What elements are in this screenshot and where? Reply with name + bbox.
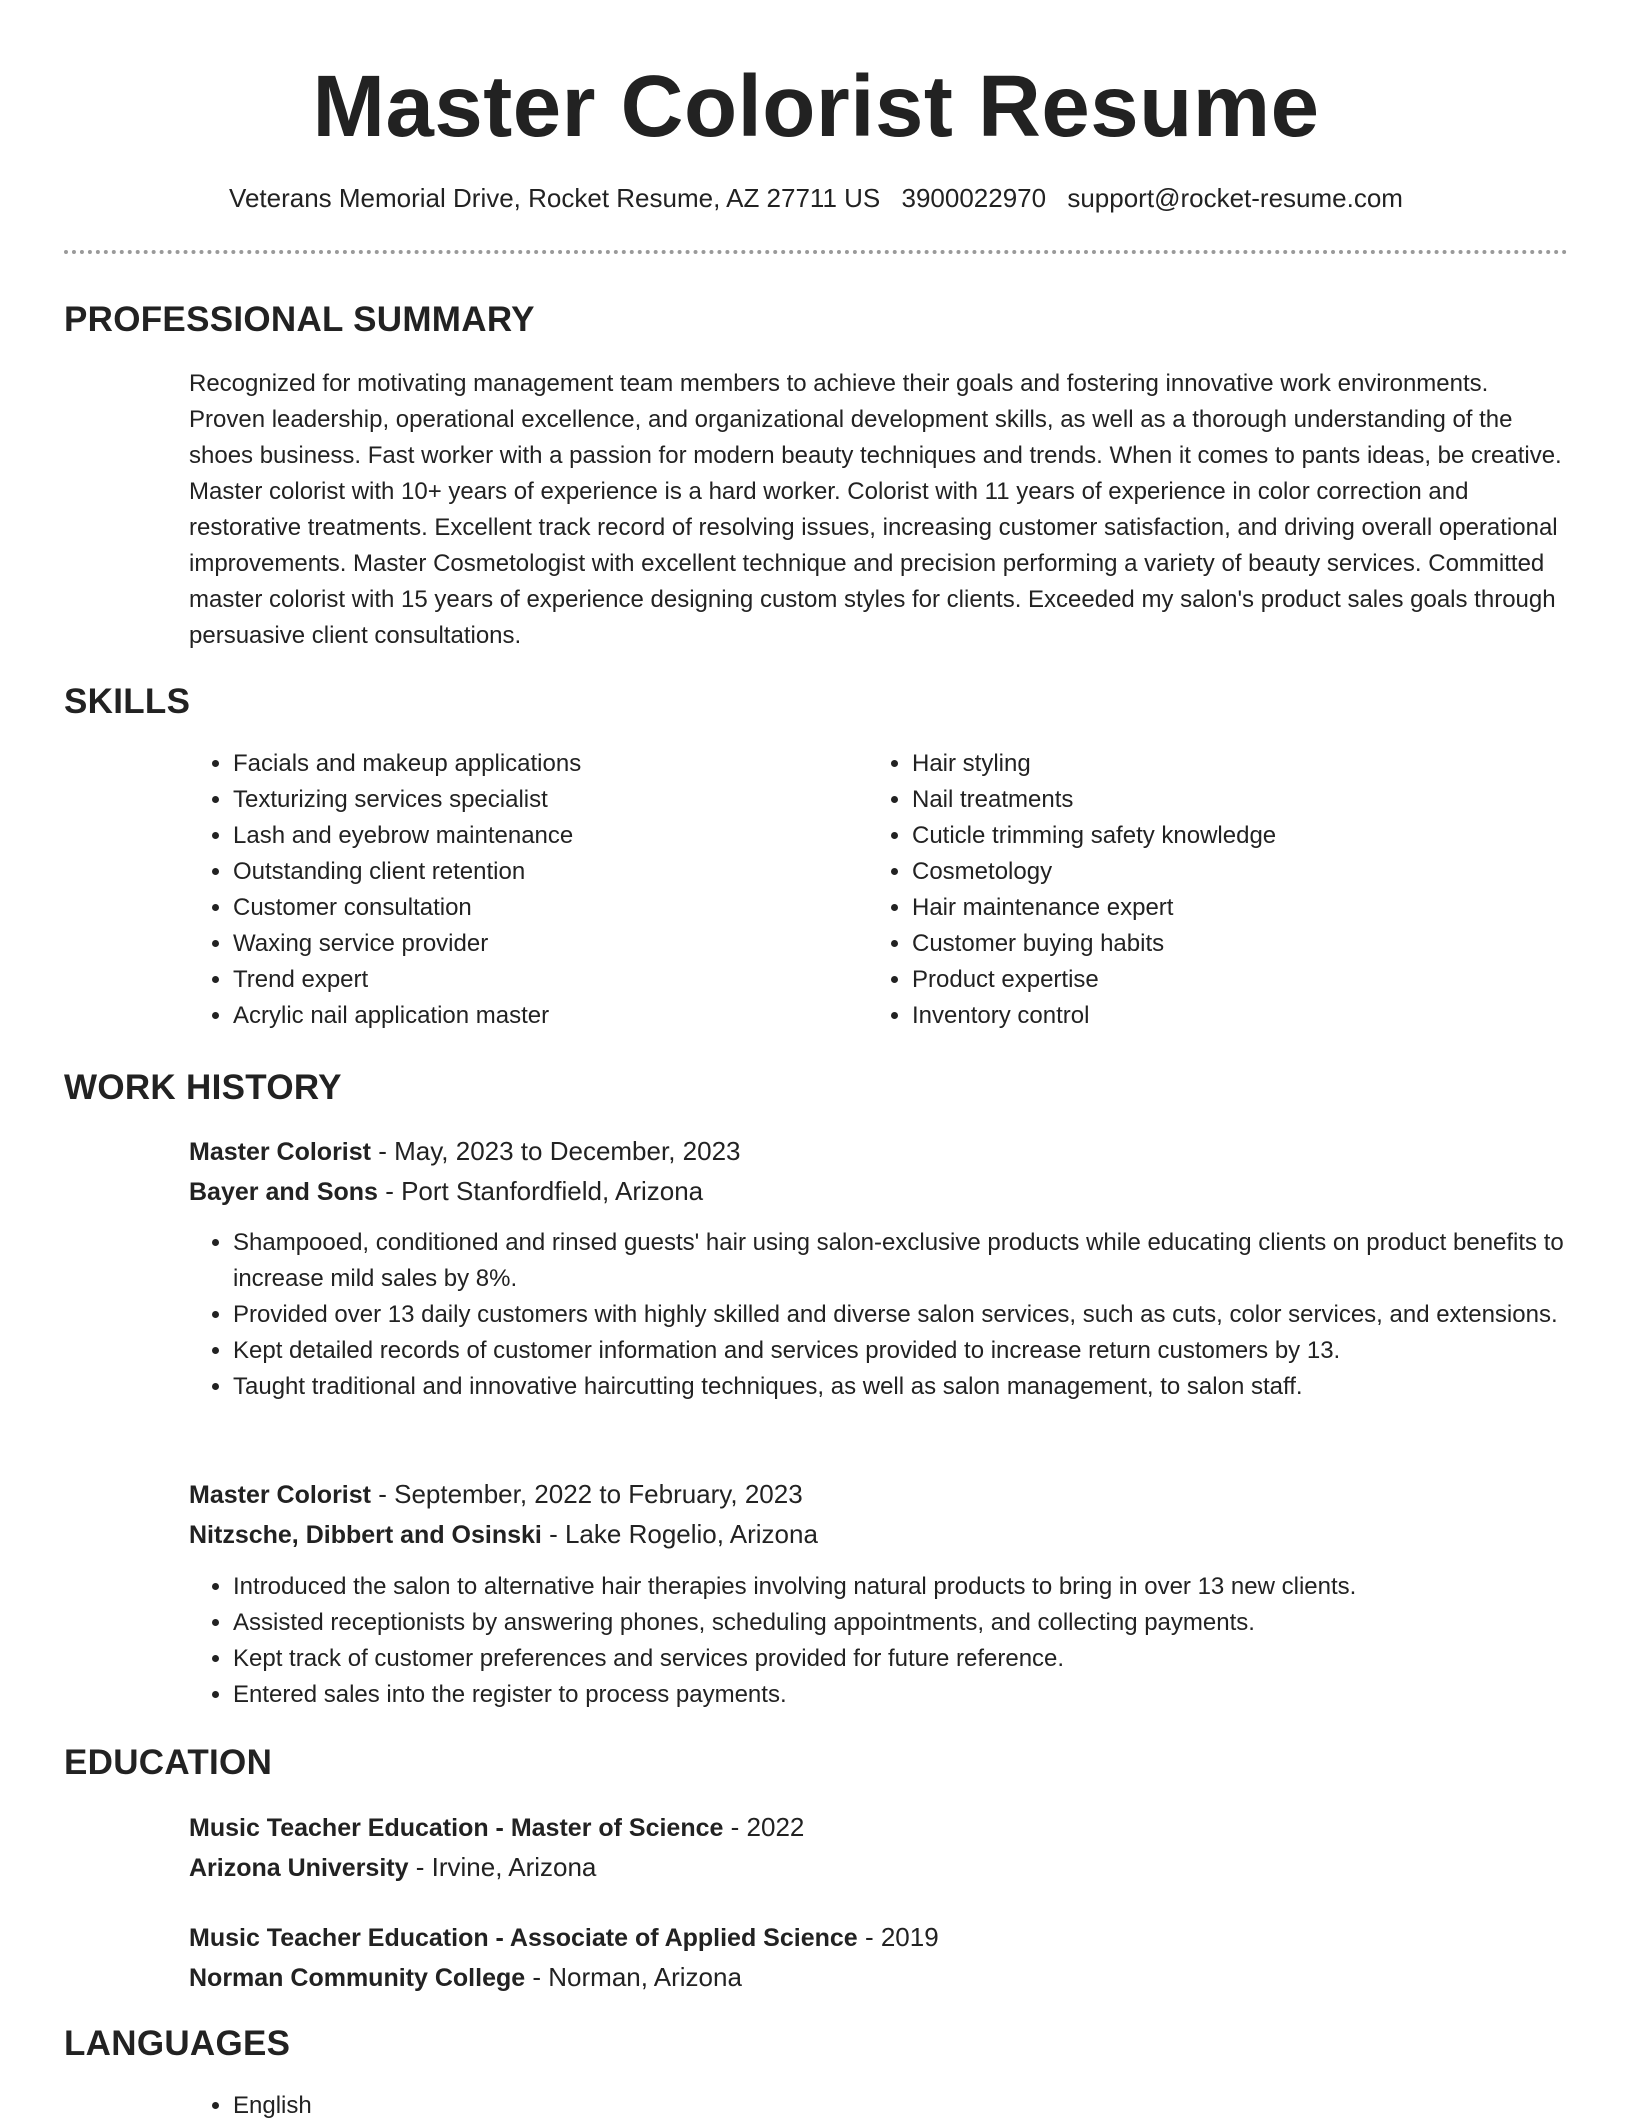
responsibility-item: • Assisted receptionists by answering phones, scheduling appointments, and collecting payments.: [233, 1605, 1564, 1641]
skill-item: • Trend expert: [233, 962, 829, 998]
skill-item: • Acrylic nail application master: [233, 998, 829, 1034]
header-divider: [64, 250, 1568, 254]
skill-item: • Nail treatments: [912, 782, 1508, 818]
school-name: Arizona University: [189, 1854, 409, 1882]
school-line: [189, 1847, 596, 1888]
job-dates: - May, 2023 to December, 2023: [378, 1136, 741, 1166]
contact-address: Veterans Memorial Drive, Rocket Resume, AZ 27711 US: [229, 183, 881, 213]
responsibility-item: • Introduced the salon to alternative hair therapies involving natural products to bring in over 13 new clients.: [233, 1569, 1564, 1605]
skill-item: • Facials and makeup applications: [233, 746, 829, 782]
work-history-heading: WORK HISTORY: [64, 1068, 342, 1107]
skill-item: • Outstanding client retention: [233, 854, 829, 890]
job-company-line: [189, 1171, 703, 1212]
responsibility-item: • Kept track of customer preferences and services provided for future reference.: [233, 1641, 1564, 1677]
degree-year: - 2019: [864, 1922, 939, 1952]
skill-item: • Cuticle trimming safety knowledge: [912, 818, 1508, 854]
skill-item: • Hair styling: [912, 746, 1508, 782]
responsibility-item: • Kept detailed records of customer information and services provided to increase return customers by 13.: [233, 1333, 1564, 1369]
skills-column-right: [868, 746, 1508, 1034]
job-location: - Port Stanfordfield, Arizona: [385, 1176, 704, 1206]
school-line: [189, 1957, 742, 1998]
job-title: Master Colorist: [189, 1481, 371, 1509]
languages-heading: LANGUAGES: [64, 2024, 291, 2063]
degree-name: Music Teacher Education - Associate of Applied Science: [189, 1924, 858, 1952]
skills-column-left: [189, 746, 829, 1034]
degree-line: [189, 1807, 804, 1848]
resume-title: Master Colorist Resume: [312, 58, 1320, 155]
degree-name: Music Teacher Education - Master of Science: [189, 1814, 724, 1842]
job-responsibilities: [189, 1225, 1564, 1405]
summary-text: Recognized for motivating management team members to achieve their goals and fostering innovative work environments. Proven leadership, operational excellence, and organizational development skills, as well as a thorough understanding of the shoes business. Fast worker with a passion for modern beauty techniques and trends. When it comes to pants ideas, be creative. Master colorist with 10+ years of experience is a hard worker. Colorist with 11 years of experience in color correction and restorative treatments. Excellent track record of resolving issues, increasing customer satisfaction, and driving overall operational improvements. Master Cosmetologist with excellent technique and precision performing a variety of beauty services. Committed master colorist with 15 years of experience designing custom styles for clients. Exceeded my salon's product sales goals through persuasive client consultations.: [189, 370, 1562, 649]
school-location: - Irvine, Arizona: [415, 1852, 597, 1882]
job-responsibilities: [189, 1569, 1564, 1713]
education-heading: EDUCATION: [64, 1743, 273, 1782]
language-item: • English: [233, 2088, 1564, 2124]
job-title-line: [189, 1131, 741, 1172]
skill-item: • Hair maintenance expert: [912, 890, 1508, 926]
skill-item: • Product expertise: [912, 962, 1508, 998]
skill-item: • Customer buying habits: [912, 926, 1508, 962]
responsibility-item: • Provided over 13 daily customers with highly skilled and diverse salon services, such as cuts, color services, and extensions.: [233, 1297, 1564, 1333]
contact-phone: 3900022970: [901, 183, 1047, 213]
skill-item: • Lash and eyebrow maintenance: [233, 818, 829, 854]
job-company: Bayer and Sons: [189, 1178, 378, 1206]
job-location: - Lake Rogelio, Arizona: [549, 1519, 818, 1549]
skill-item: • Cosmetology: [912, 854, 1508, 890]
job-title: Master Colorist: [189, 1138, 371, 1166]
skills-heading: SKILLS: [64, 682, 191, 721]
languages-list: [189, 2088, 1564, 2124]
summary-heading: PROFESSIONAL SUMMARY: [64, 300, 535, 339]
degree-line: [189, 1917, 939, 1958]
responsibility-item: • Shampooed, conditioned and rinsed guests' hair using salon-exclusive products while educating clients on product benefits to increase mild sales by 8%.: [233, 1225, 1564, 1297]
responsibility-item: • Entered sales into the register to process payments.: [233, 1677, 1564, 1713]
job-company: Nitzsche, Dibbert and Osinski: [189, 1521, 542, 1549]
skill-item: • Customer consultation: [233, 890, 829, 926]
skill-item: • Inventory control: [912, 998, 1508, 1034]
job-title-line: [189, 1474, 803, 1515]
skill-item: • Waxing service provider: [233, 926, 829, 962]
degree-year: - 2022: [730, 1812, 805, 1842]
contact-email: support@rocket-resume.com: [1067, 183, 1403, 213]
job-company-line: [189, 1514, 818, 1555]
skill-item: • Texturizing services specialist: [233, 782, 829, 818]
school-name: Norman Community College: [189, 1964, 526, 1992]
school-location: - Norman, Arizona: [532, 1962, 742, 1992]
job-dates: - September, 2022 to February, 2023: [378, 1479, 803, 1509]
responsibility-item: • Taught traditional and innovative haircutting techniques, as well as salon management, to salon staff.: [233, 1369, 1564, 1405]
contact-line: [0, 180, 1632, 216]
